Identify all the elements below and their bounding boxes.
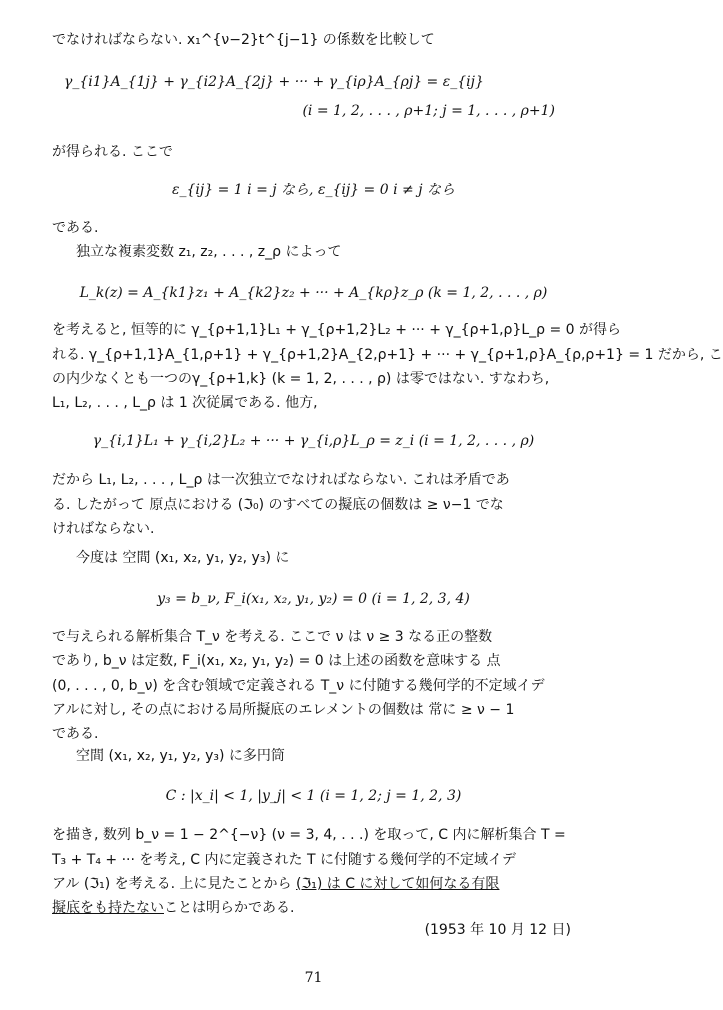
underlined-text: (ℑ₁) は C に対して如何なる有限	[296, 876, 500, 892]
equation-lk: L_k(z) = A_{k1}z₁ + A_{k2}z₂ + ··· + A_{kρ}z_ρ (k = 1, 2, . . . , ρ)	[79, 285, 548, 301]
text-line: であり, b_ν は定数, F_i(x₁, x₂, y₁, y₂) = 0 は上述の函数を意味する 点	[52, 653, 501, 669]
text-line: T₃ + T₄ + ··· を考え, C 内に定義された T に付随する幾何学的不定域イデ	[52, 852, 516, 868]
text-segment: アル (ℑ₁) を考える. 上に見たことから	[52, 876, 296, 892]
text-line	[52, 874, 577, 894]
text-line: L₁, L₂, . . . , L_ρ は 1 次従属である. 他方,	[52, 395, 318, 411]
text-line: でなければならない. x₁^{ν−2}t^{j−1} の係数を比較して	[52, 32, 435, 48]
equation-gamma-a: γ_{i1}A_{1j} + γ_{i2}A_{2j} + ··· + γ_{iρ}A_{ρj} = ε_{ij}	[64, 74, 484, 90]
equation-epsilon: ε_{ij} = 1 i = j なら, ε_{ij} = 0 i ≠ j なら	[172, 182, 455, 198]
equation-condition: (i = 1, 2, . . . , ρ+1; j = 1, . . . , ρ+1)	[302, 103, 555, 119]
text-line: である.	[52, 220, 99, 236]
text-line: れる. γ_{ρ+1,1}A_{1,ρ+1} + γ_{ρ+1,2}A_{2,ρ+1} + ··· + γ_{ρ+1,ρ}A_{ρ,ρ+1} = 1 だから, こ	[52, 347, 723, 363]
text-line: で与えられる解析集合 T_ν を考える. ここで ν は ν ≥ 3 なる正の整数	[52, 629, 493, 645]
underlined-text: 擬底をも持たない	[52, 900, 164, 916]
text-line	[52, 898, 577, 918]
text-line: (0, . . . , 0, b_ν) を含む領域で定義される T_ν に付随する幾何学的不定域イデ	[52, 678, 545, 694]
text-line: ければならない.	[52, 521, 155, 537]
text-line: を描き, 数列 b_ν = 1 − 2^{−ν} (ν = 3, 4, . . .) を取って, C 内に解析集合 T =	[52, 827, 566, 843]
text-line: である.	[52, 726, 99, 742]
text-segment: ことは明らかである.	[164, 900, 295, 916]
text-line: 空間 (x₁, x₂, y₁, y₂, y₃) に多円筒	[76, 748, 285, 764]
equation-y3: y₃ = b_ν, F_i(x₁, x₂, y₁, y₂) = 0 (i = 1, 2, 3, 4)	[157, 591, 470, 607]
text-line: アルに対し, その点における局所擬底のエレメントの個数は 常に ≥ ν − 1	[52, 702, 515, 718]
text-line: 独立な複素変数 z₁, z₂, . . . , z_ρ によって	[76, 244, 342, 260]
equation-polycylinder: C : |x_i| < 1, |y_j| < 1 (i = 1, 2; j = 1, 2, 3)	[165, 788, 462, 804]
text-line: の内少なくとも一つのγ_{ρ+1,k} (k = 1, 2, . . . , ρ) は零ではない. すなわち,	[52, 371, 550, 387]
text-line: を考えると, 恒等的に γ_{ρ+1,1}L₁ + γ_{ρ+1,2}L₂ + ··· + γ_{ρ+1,ρ}L_ρ = 0 が得ら	[52, 322, 622, 338]
text-line: だから L₁, L₂, . . . , L_ρ は一次独立でなければならない. これは矛盾であ	[52, 472, 510, 488]
page-number: 71	[304, 970, 323, 986]
equation-gamma-l: γ_{i,1}L₁ + γ_{i,2}L₂ + ··· + γ_{i,ρ}L_ρ = z_i (i = 1, 2, . . . , ρ)	[92, 433, 535, 449]
text-line: 今度は 空間 (x₁, x₂, y₁, y₂, y₃) に	[76, 550, 290, 566]
text-line: が得られる. ここで	[52, 144, 173, 160]
date-line: (1953 年 10 月 12 日)	[424, 922, 571, 938]
text-line: る. したがって 原点における (ℑ₀) のすべての擬底の個数は ≥ ν−1 でな	[52, 497, 504, 513]
